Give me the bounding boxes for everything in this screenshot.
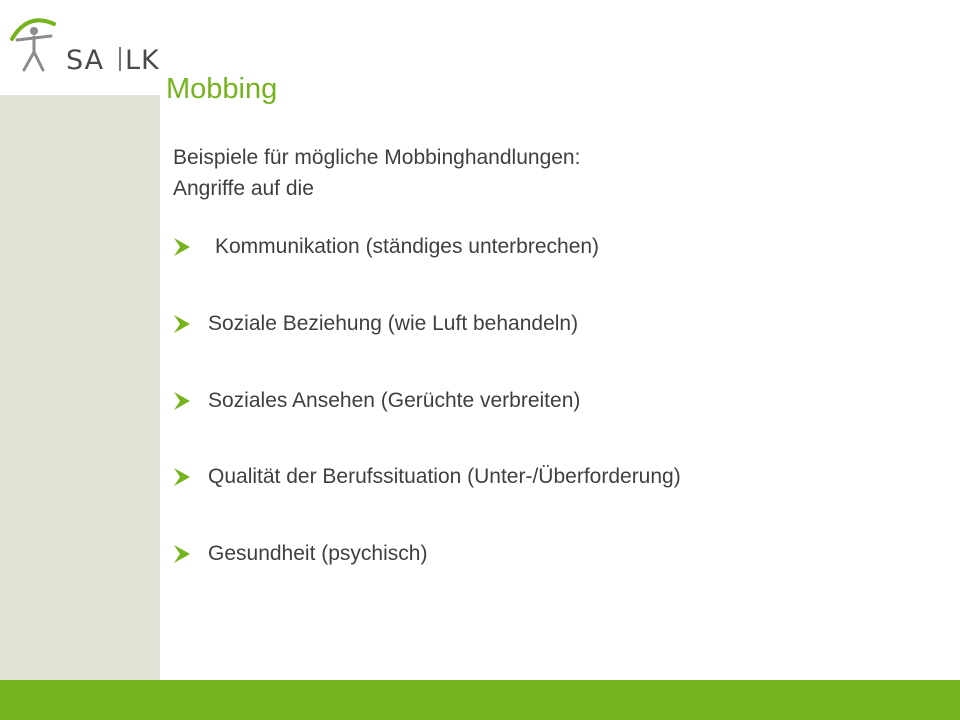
bullet-text: Gesundheit (psychisch) [208,542,428,565]
arrow-bullet-icon [173,467,199,487]
logo-text-lk: LK [125,45,160,76]
bullet-item [173,387,580,415]
intro-text [173,142,580,204]
salk-logo [8,14,164,78]
slide-title: Mobbing [166,73,278,105]
bullet-text: Soziales Ansehen (Gerüchte verbreiten) [208,389,581,412]
bullet-text: Soziale Beziehung (wie Luft behandeln) [208,312,579,335]
logo-figure-icon [17,27,51,70]
intro-line-2: Angriffe auf die [173,177,314,200]
bullet-text: Kommunikation (ständiges unterbrechen) [215,235,600,258]
logo-text-sa: SA [66,45,105,76]
bullet-item [173,463,681,491]
arrow-bullet-icon [173,391,199,411]
arrow-bullet-icon [173,544,199,564]
bullet-text: Qualität der Berufssituation (Unter-/Überforderung) [208,465,681,488]
intro-line-1: Beispiele für mögliche Mobbinghandlungen: [173,146,581,169]
bullet-item [173,540,427,568]
arrow-bullet-icon [173,314,199,334]
bottom-accent-bar [0,680,960,720]
bullet-item [173,233,599,261]
bullet-item [173,310,578,338]
arrow-bullet-icon [173,237,199,257]
side-panel [0,95,160,680]
